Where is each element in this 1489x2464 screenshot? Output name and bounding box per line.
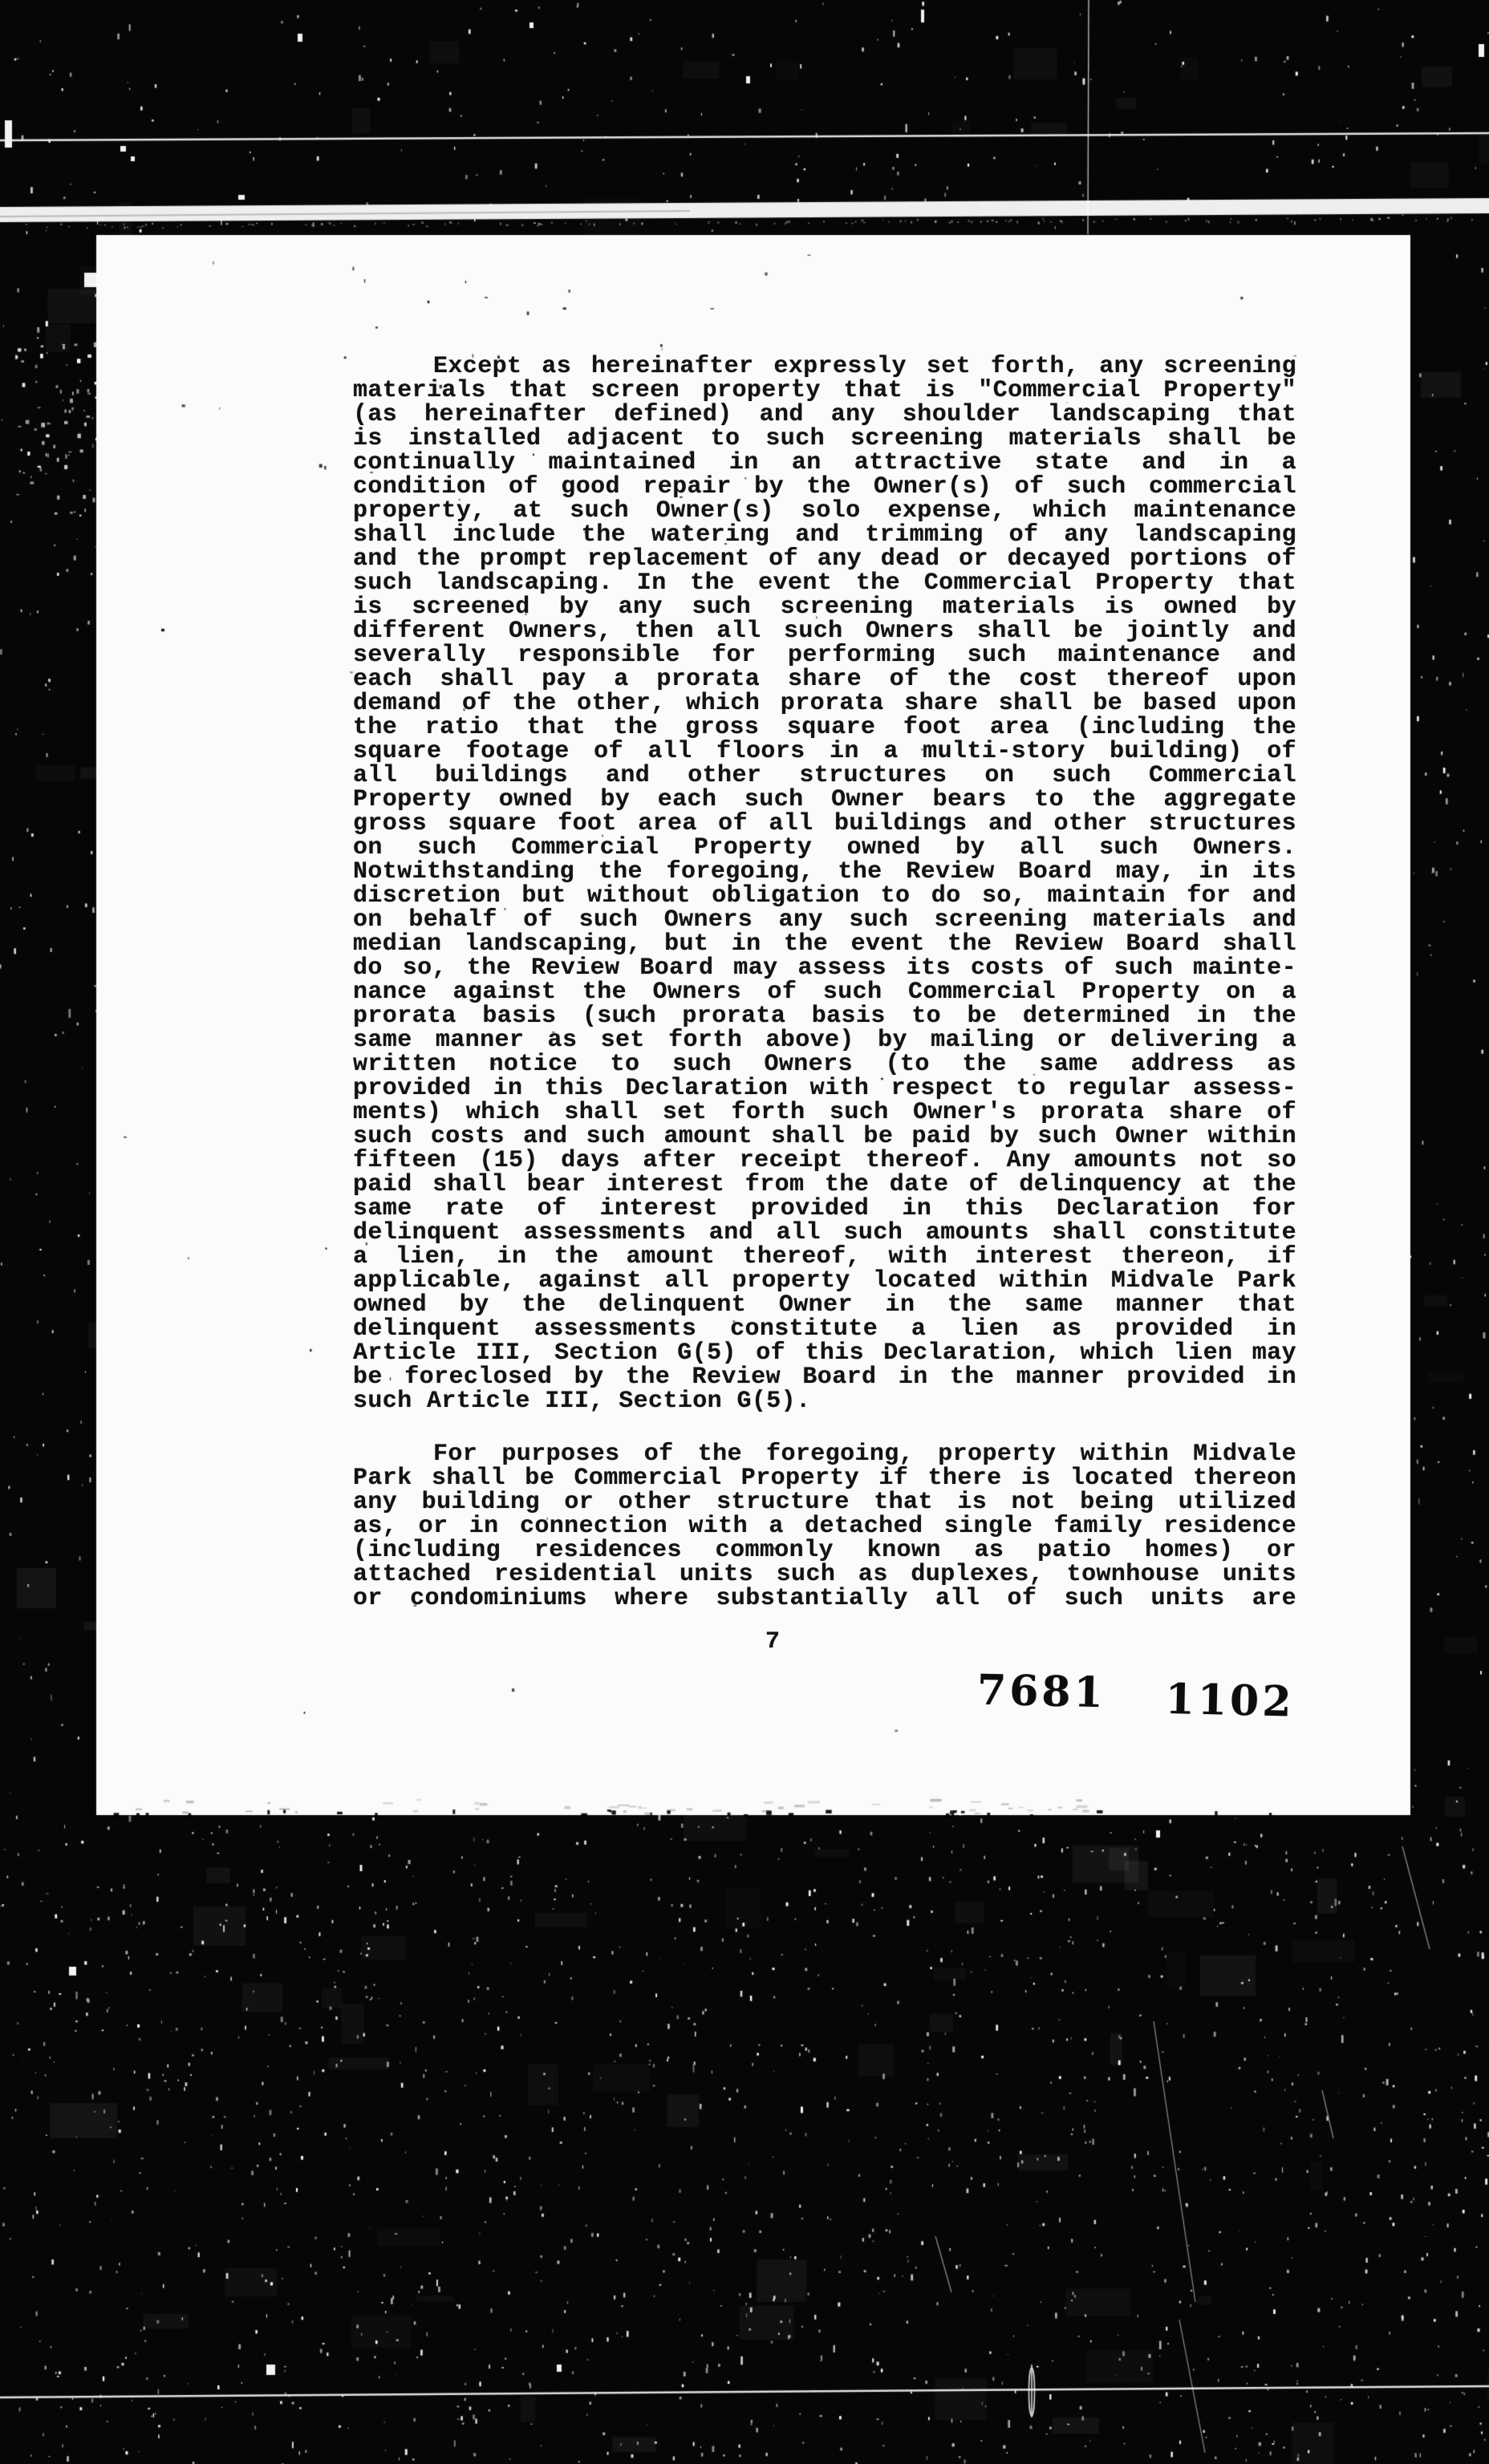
text-line: Except as hereinafter expressly set forth, any screening	[433, 353, 1296, 380]
text-line: written notice to such Owners (to the same address as	[353, 1051, 1296, 1078]
stamp-book-number: 7681	[976, 1665, 1107, 1718]
text-line: a lien, in the amount thereof, with interest thereon, if	[353, 1243, 1296, 1270]
text-line: nance against the Owners of such Commercial Property on a	[353, 979, 1296, 1006]
text-line: gross square foot area of all buildings and other structures	[353, 810, 1296, 837]
text-line: attached residential units such as duplexes, townhouse units	[353, 1561, 1296, 1588]
text-line: the ratio that the gross square foot area (including the	[353, 714, 1296, 741]
text-line: fifteen (15) days after receipt thereof. Any amounts not so	[353, 1147, 1296, 1174]
text-line: is screened by any such screening materials is owned by	[353, 594, 1296, 621]
text-line: Park shall be Commercial Property if there is located thereon	[353, 1465, 1296, 1492]
text-line: Article III, Section G(5) of this Declaration, which lien may	[353, 1339, 1296, 1367]
text-line: ments) which shall set forth such Owner's prorata share of	[353, 1099, 1296, 1126]
text-line: prorata basis (such prorata basis to be determined in the	[353, 1003, 1296, 1030]
text-line: be foreclosed by the Review Board in the manner provided in	[353, 1364, 1296, 1391]
recorder-stamp	[976, 1665, 1296, 1727]
text-line: such landscaping. In the event the Commercial Property that	[353, 569, 1296, 597]
text-line: owned by the delinquent Owner in the same manner that	[353, 1291, 1296, 1319]
text-line: paid shall bear interest from the date of delinquency at the	[353, 1171, 1296, 1198]
text-line: severally responsible for performing such maintenance and	[353, 642, 1296, 669]
text-line: each shall pay a prorata share of the cost thereof upon	[353, 666, 1296, 693]
text-line: different Owners, then all such Owners shall be jointly and	[353, 618, 1296, 645]
stamp-page-number: 1102	[1165, 1674, 1296, 1727]
paragraph-commercial-property-definition	[353, 1442, 1296, 1611]
text-line: or condominiums where substantially all of such units are	[353, 1585, 1296, 1612]
text-line: applicable, against all property located within Midvale Park	[353, 1267, 1296, 1295]
text-line: as, or in connection with a detached single family residence	[353, 1513, 1296, 1540]
text-line: all buildings and other structures on such Commercial	[353, 762, 1296, 789]
text-line: demand of the other, which prorata share shall be based upon	[353, 690, 1296, 717]
text-line: median landscaping, but in the event the Review Board shall	[353, 930, 1296, 958]
text-line: (as hereinafter defined) and any shoulder landscaping that	[353, 401, 1296, 428]
text-line: discretion but without obligation to do so, maintain for and	[353, 882, 1296, 910]
text-line: property, at such Owner(s) solo expense, which maintenance	[353, 497, 1296, 525]
text-line: is installed adjacent to such screening materials shall be	[353, 425, 1296, 452]
text-line: shall include the watering and trimming of any landscaping	[353, 521, 1296, 549]
text-line: on such Commercial Property owned by all such Owners.	[353, 834, 1296, 861]
text-line: on behalf of such Owners any such screening materials and	[353, 906, 1296, 934]
text-line: (including residences commonly known as patio homes) or	[353, 1537, 1296, 1564]
page-number: 7	[765, 1628, 781, 1656]
text-line: delinquent assessments and all such amounts shall constitute	[353, 1219, 1296, 1246]
text-line: For purposes of the foregoing, property within Midvale	[433, 1441, 1296, 1468]
text-line: condition of good repair by the Owner(s) of such commercial	[353, 473, 1296, 500]
text-line: such costs and such amount shall be paid by such Owner within	[353, 1123, 1296, 1150]
text-line: same manner as set forth above) by mailing or delivering a	[353, 1027, 1296, 1054]
text-line: and the prompt replacement of any dead or decayed portions of	[353, 545, 1296, 573]
text-line: provided in this Declaration with respect to regular assess-	[353, 1075, 1296, 1102]
text-line: Property owned by each such Owner bears to the aggregate	[353, 786, 1296, 813]
text-line: continually maintained in an attractive state and in a	[353, 449, 1296, 476]
text-line: materials that screen property that is "Commercial Property"	[353, 377, 1296, 404]
text-line: do so, the Review Board may assess its costs of such mainte-	[353, 954, 1296, 982]
text-line: delinquent assessments constitute a lien as provided in	[353, 1315, 1296, 1343]
text-line: such Article III, Section G(5).	[353, 1388, 811, 1415]
text-line: any building or other structure that is not being utilized	[353, 1489, 1296, 1516]
document-page	[96, 235, 1410, 1815]
text-line: Notwithstanding the foregoing, the Review Board may, in its	[353, 858, 1296, 886]
text-line: same rate of interest provided in this Declaration for	[353, 1195, 1296, 1222]
paragraph-screening-maintenance	[353, 355, 1296, 1413]
text-line: square footage of all floors in a multi-story building) of	[353, 738, 1296, 765]
